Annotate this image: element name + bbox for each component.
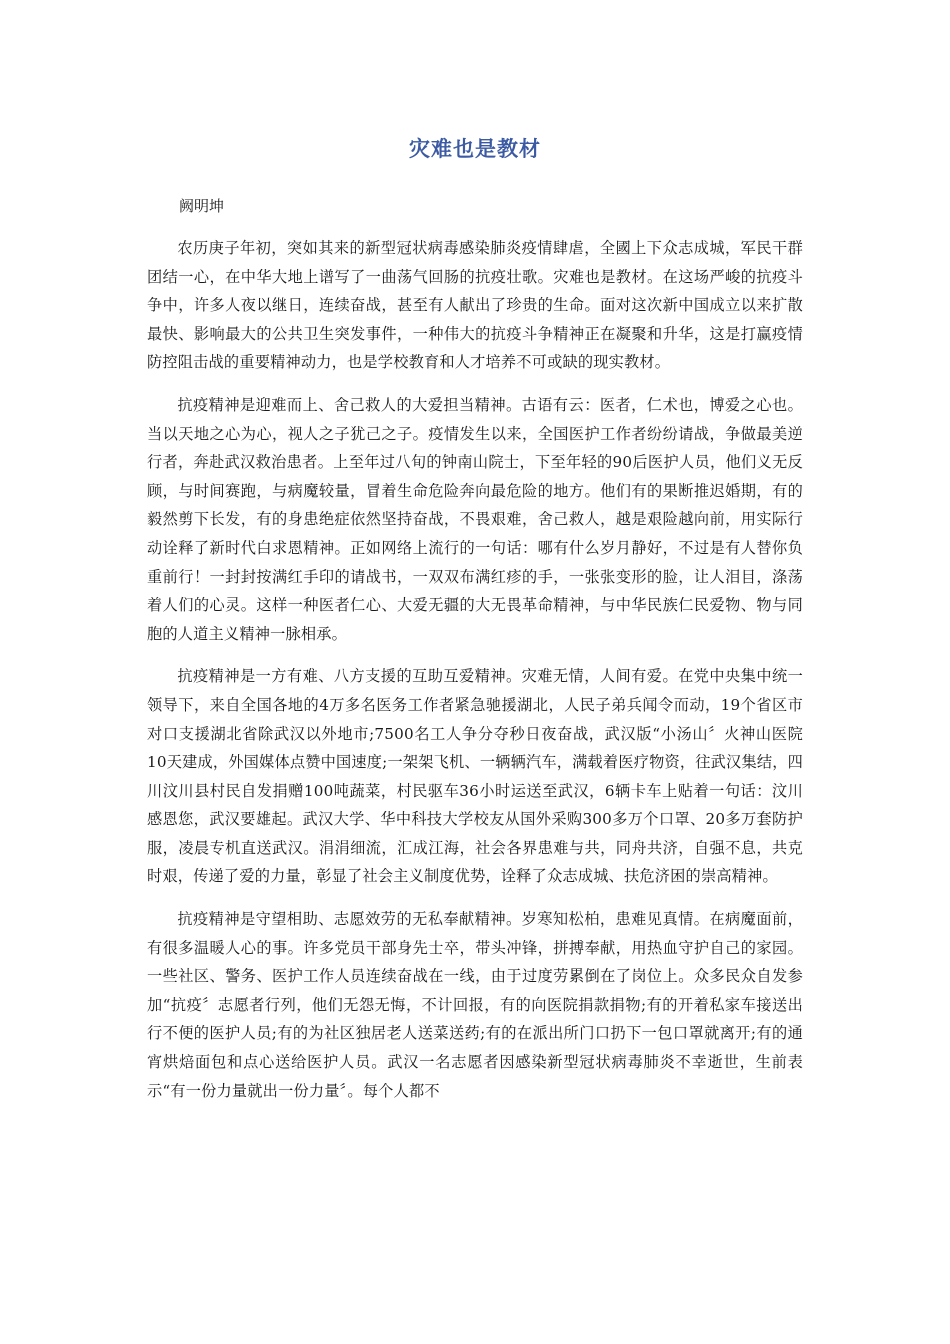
paragraph-1: 农历庚子年初，突如其来的新型冠状病毒感染肺炎疫情肆虐，全國上下众志成城，军民干群团结一心，在中华大地上谱写了一曲荡气回肠的抗疫壮歌。灾难也是教材。在这场严峻的抗疫斗争中，许多人夜以继日，连续奋战，甚至有人献出了珍贵的生命。面对这次新中国成立以来扩散最快、影响最大的公共卫生突发事件，一种伟大的抗疫斗争精神正在凝聚和升华，这是打赢疫情防控阻击战的重要精神动力，也是学校教育和人才培养不可或缺的现实教材。 [147, 239, 803, 372]
paragraph-3: 抗疫精神是一方有难、八方支援的互助互爱精神。灾难无情，人间有爱。在党中央集中统一领导下，来自全国各地的4万多名医务工作者紧急驰援湖北，人民子弟兵闻令而动，19个省区市对口支援湖北省除武汉以外地市;7500名工人争分夺秒日夜奋战，武汉版“小汤山〞火神山医院10天建成，外国媒体点赞中国速度;一架架飞机、一辆辆汽车，满载着医疗物资，往武汉集结，四川汶川县村民自发捐赠100吨蔬菜，村民驱车36小时运送至武汉，6辆卡车上贴着一句话：汶川感恩您，武汉要雄起。武汉大学、华中科技大学校友从国外采购300多万个口罩、20多万套防护服，凌晨专机直送武汉。涓涓细流，汇成江海，社会各界患难与共，同舟共济，自强不息，共克时艰，传递了爱的力量，彰显了社会主义制度优势，诠释了众志成城、扶危济困的崇高精神。 [147, 667, 803, 886]
document-title: 灾难也是教材 [409, 137, 541, 161]
document-page [147, 128, 803, 1119]
paragraph-4: 抗疫精神是守望相助、志愿效劳的无私奉献精神。岁寒知松柏，患难见真情。在病魔面前，有很多温暖人心的事。许多党员干部身先士卒，带头冲锋，拼搏奉献，用热血守护自己的家园。一些社区、警务、医护工作人员连续奋战在一线，由于过度劳累倒在了岗位上。众多民众自发参加“抗疫〞志愿者行列，他们无怨无悔，不计回报，有的向医院捐款捐物;有的开着私家车接送出行不便的医护人员;有的为社区独居老人送菜送药;有的在派出所门口扔下一包口罩就离开;有的通宵烘焙面包和点心送给医护人员。武汉一名志愿者因感染新型冠状病毒肺炎不幸逝世，生前表示“有一份力量就出一份力量〞。每个人都不 [147, 910, 803, 1100]
author-name: 阙明坤 [179, 197, 225, 215]
paragraph-2: 抗疫精神是迎难而上、舍己救人的大爱担当精神。古语有云：医者，仁术也，博爱之心也。当以天地之心为心，视人之子犹己之子。疫情发生以来，全国医护工作者纷纷请战，争做最美逆行者，奔赴武汉救治患者。上至年过八旬的钟南山院士，下至年轻的90后医护人员，他们义无反顾，与时间赛跑，与病魔较量，冒着生命危险奔向最危险的地方。他们有的果断推迟婚期，有的毅然剪下长发，有的身患绝症依然坚持奋战，不畏艰难，舍己救人，越是艰险越向前，用实际行动诠释了新时代白求恩精神。正如网络上流行的一句话：哪有什么岁月静好，不过是有人替你负重前行！一封封按满红手印的请战书，一双双布满红疹的手，一张张变形的脸，让人泪目，涤荡着人们的心灵。这样一种医者仁心、大爱无疆的大无畏革命精神，与中华民族仁民爱物、物与同胞的人道主义精神一脉相承。 [147, 395, 803, 643]
